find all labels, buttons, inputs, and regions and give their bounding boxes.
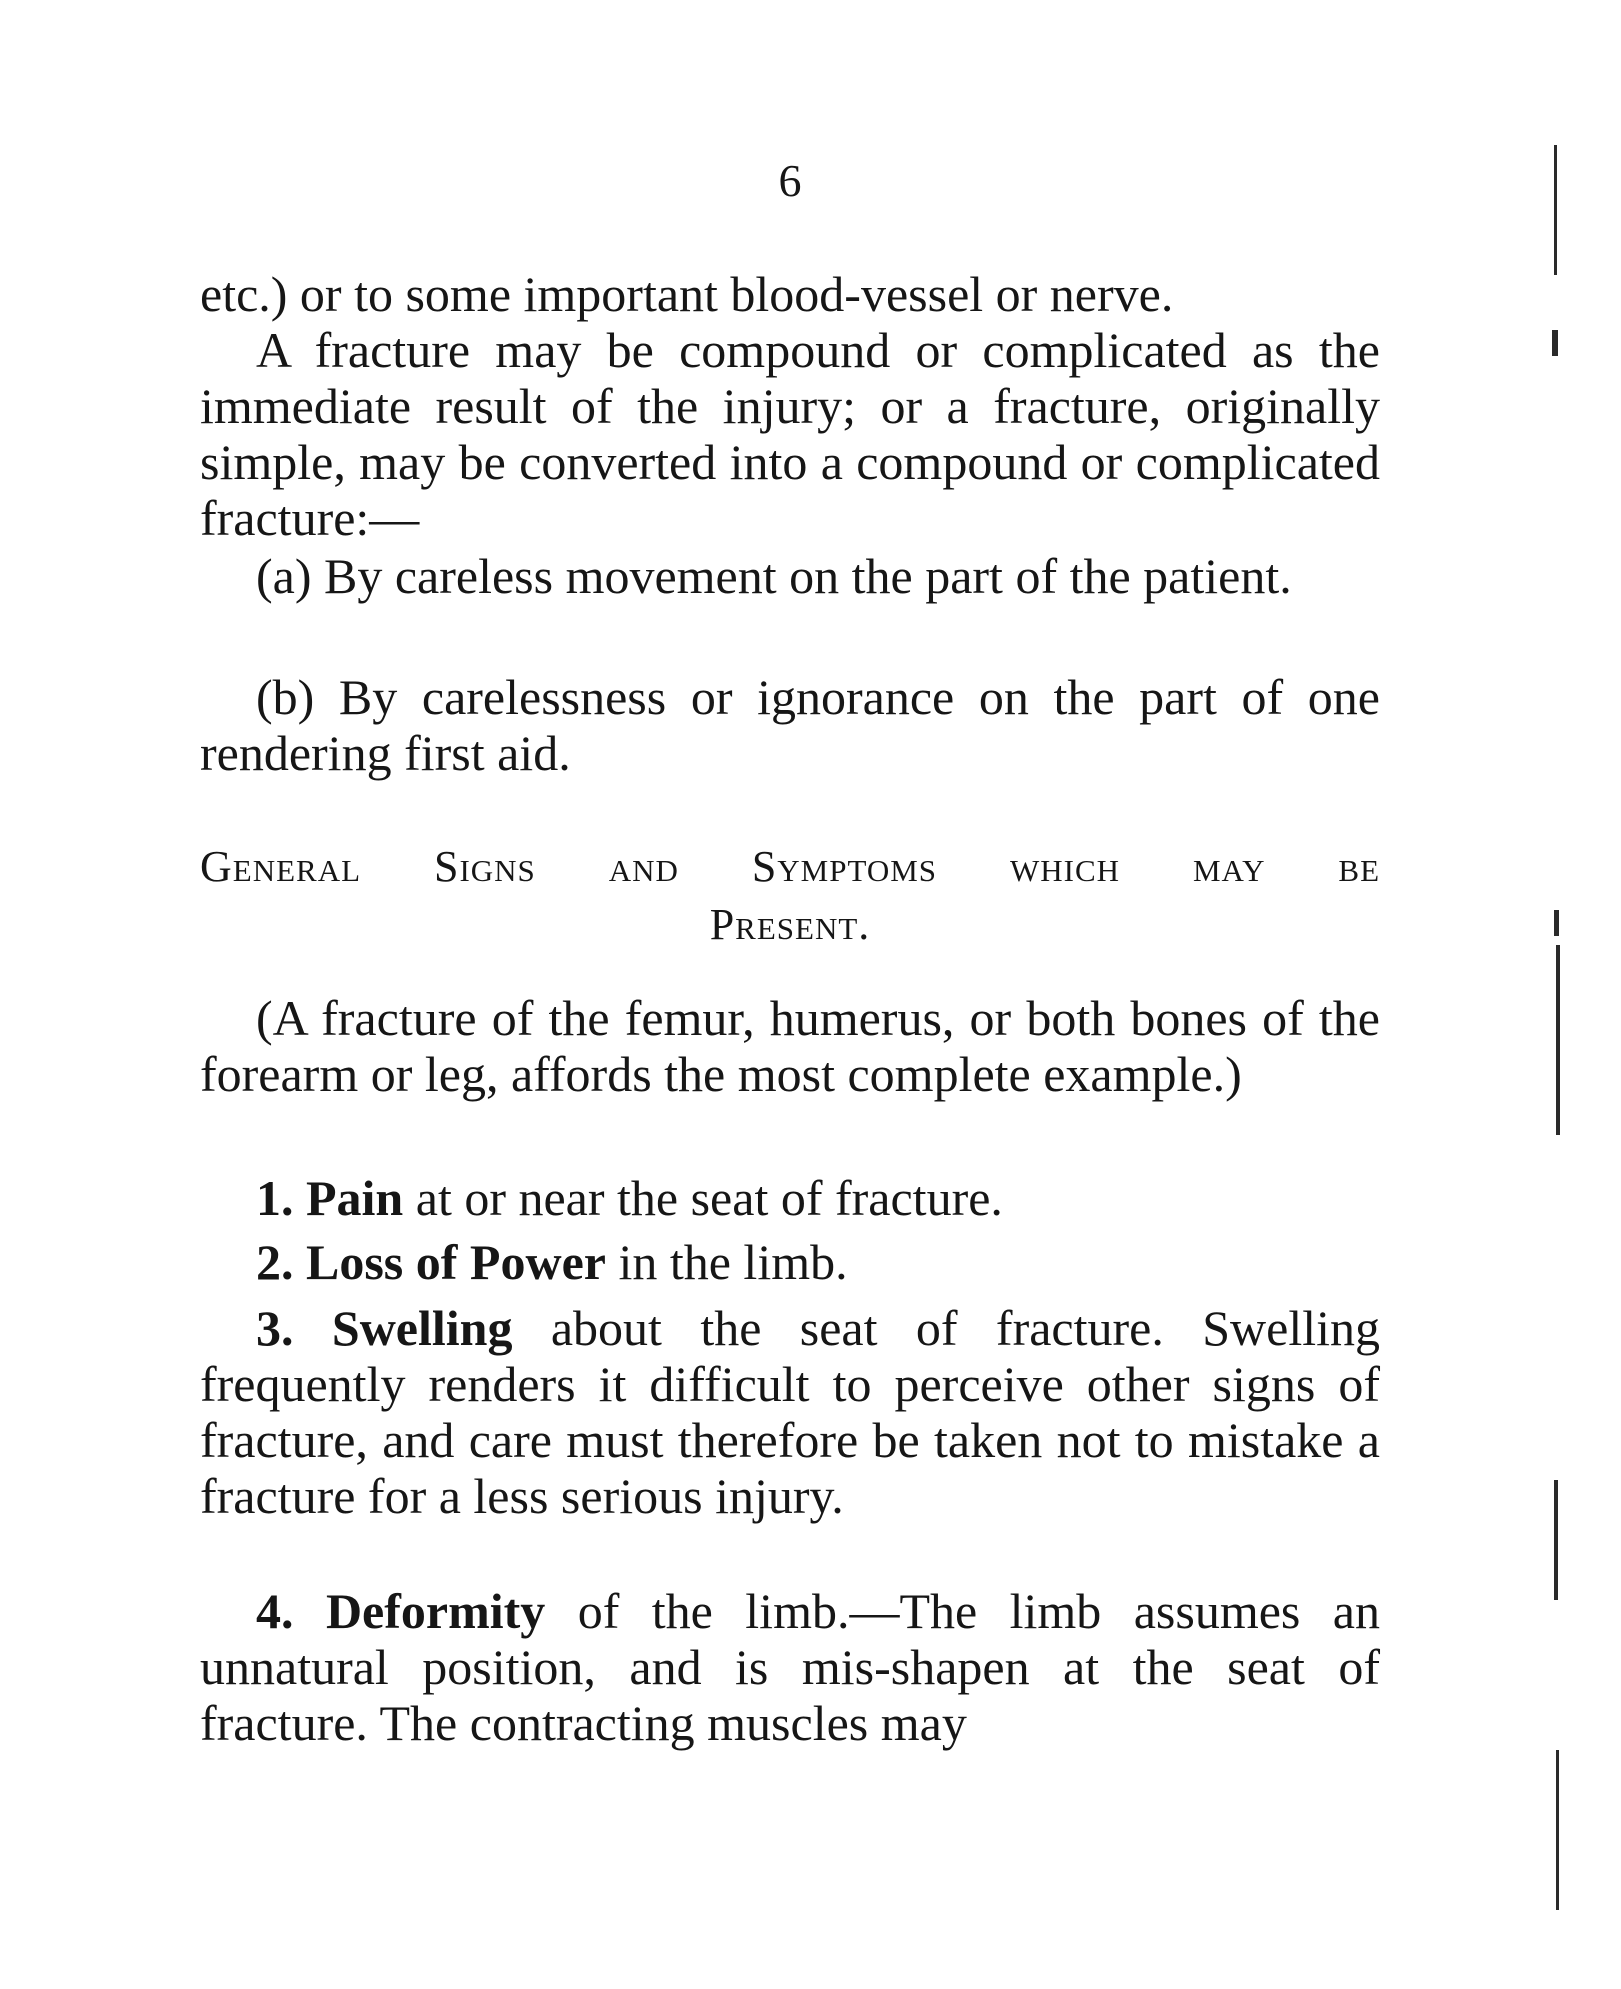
list-item [200,1170,1380,1226]
paragraph-intro: (A fracture of the femur, humerus, or both bones of the forearm or leg, affords the most complete example.) [200,990,1380,1102]
list-item-number: 3. [256,1300,294,1356]
edge-mark [1556,945,1560,1135]
list-item [200,1583,1380,1751]
edge-mark [1554,145,1557,275]
edge-mark [1556,1750,1559,1910]
section-heading-line-1: General Signs and Symptoms which may be [200,842,1380,891]
paragraph-fracture-types: A fracture may be compound or complicated as the immediate result of the injury; or a fracture, originally simple, may be converted into a compound or complicated fracture:— [200,322,1380,546]
binding-edge-marks [1540,0,1580,1989]
body-text-top [200,266,1380,546]
paragraph-item-b: (b) By carelessness or ignorance on the part of one rendering first aid. [200,669,1380,781]
intro-text [200,990,1380,1102]
list-item-number: 4. [256,1583,294,1639]
paragraph-continuation: etc.) or to some important blood-vessel or nerve. [200,266,1174,322]
list-item [200,1234,1380,1290]
list-item-term: Pain [306,1170,404,1226]
list-item-term: Deformity [325,1583,546,1639]
edge-mark [1554,910,1559,936]
edge-mark [1552,330,1558,356]
list-item-number: 1. [256,1170,294,1226]
list-item-text: in the limb. [605,1234,848,1290]
list-item-text: of the limb.—The limb assumes an unnatural position, and is mis-shapen at the seat of fracture. The contracting muscles may [200,1583,1381,1751]
list-item-term: Loss of Power [306,1234,606,1290]
page-number: 6 [778,155,802,206]
edge-mark [1554,1480,1558,1600]
list-item [200,1300,1380,1524]
list-item-text: at or near the seat of fracture. [403,1170,1003,1226]
section-heading-line-2: Present. [709,900,871,949]
paragraph-item-a: (a) By careless movement on the part of the patient. [256,548,1292,604]
list-item-text: about the seat of fracture. Swelling frequently renders it difficult to perceive other signs of fracture, and care must therefore be taken not to mistake a fracture for a less serious injury. [200,1300,1381,1524]
body-text-b [200,669,1380,781]
body-text-a [200,548,1380,604]
section-heading [200,838,1380,954]
list-item-number: 2. [256,1234,294,1290]
list-item-term: Swelling [331,1300,513,1356]
